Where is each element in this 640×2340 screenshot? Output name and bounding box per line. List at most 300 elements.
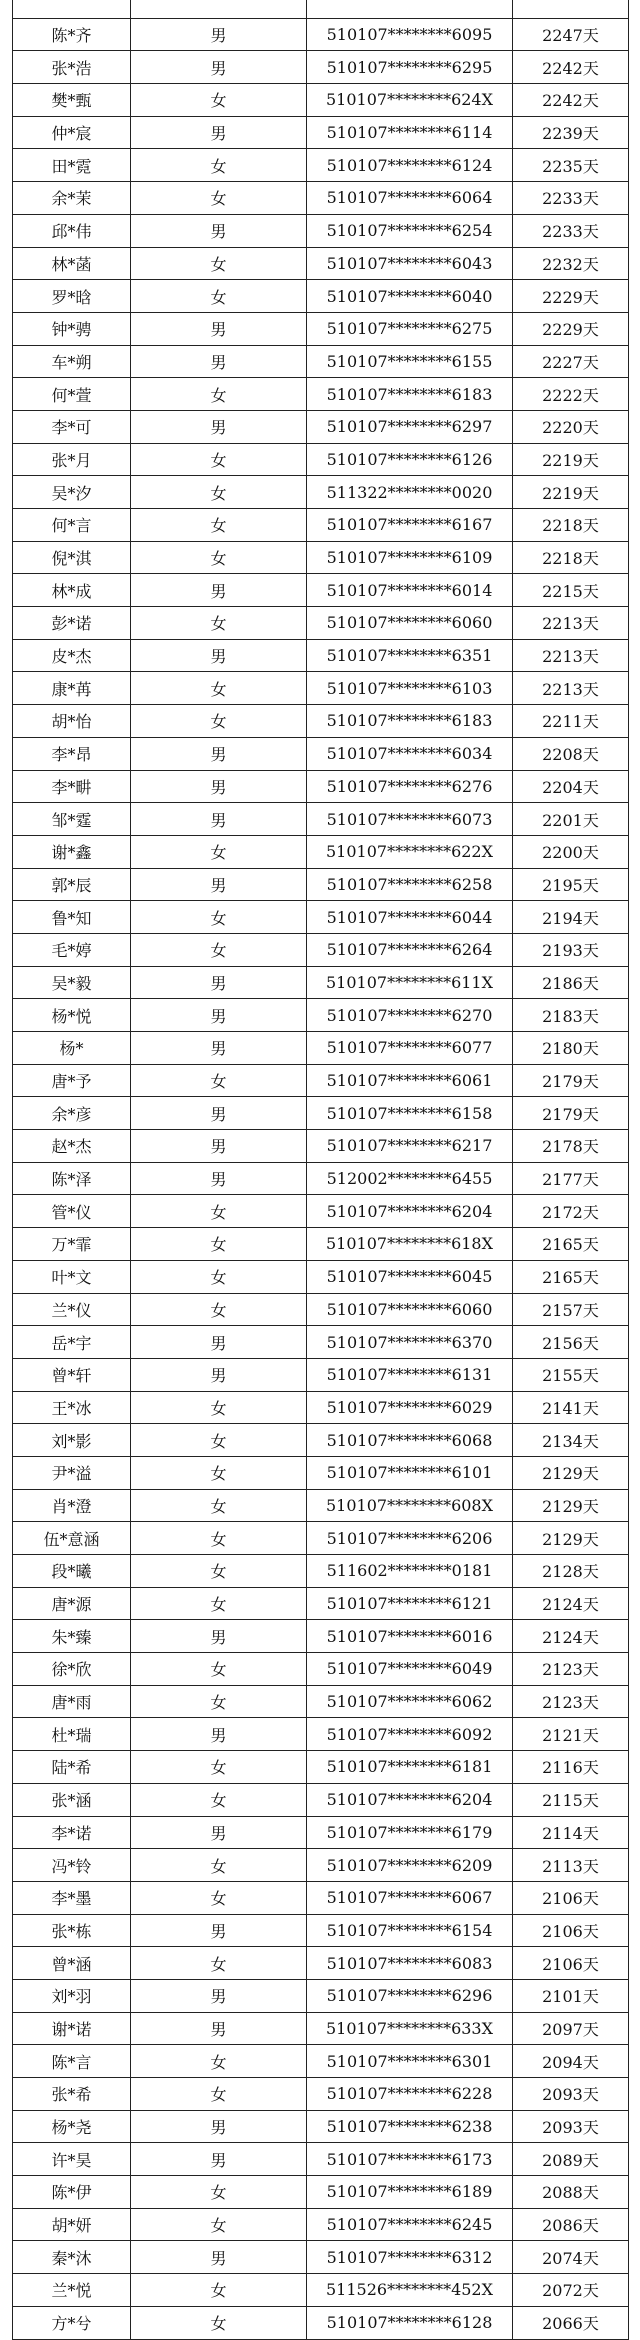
table-row xyxy=(13,2306,629,2339)
id-number-cell: 510107********6073 xyxy=(307,803,513,836)
gender-cell: 男 xyxy=(131,999,307,1032)
table-row xyxy=(13,1228,629,1261)
name-cell: 伍*意涵 xyxy=(13,1522,131,1555)
id-number-cell: 510107********6016 xyxy=(307,1620,513,1653)
gender-cell: 女 xyxy=(131,1293,307,1326)
name-cell: 方*兮 xyxy=(13,2306,131,2339)
table-row xyxy=(13,1456,629,1489)
days-cell: 2193天 xyxy=(513,933,629,966)
gender-cell: 男 xyxy=(131,966,307,999)
name-cell: 徐*欣 xyxy=(13,1653,131,1686)
table-row xyxy=(13,345,629,378)
name-cell: 倪*淇 xyxy=(13,541,131,574)
gender-cell: 女 xyxy=(131,672,307,705)
table-row xyxy=(13,1391,629,1424)
id-number-cell: 510107********618X xyxy=(307,1228,513,1261)
gender-cell: 男 xyxy=(131,2012,307,2045)
name-cell: 余*茉 xyxy=(13,182,131,215)
name-cell: 彭*诺 xyxy=(13,607,131,640)
gender-cell: 女 xyxy=(131,378,307,411)
id-number-cell: 510107********6068 xyxy=(307,1424,513,1457)
days-cell: 2124天 xyxy=(513,1620,629,1653)
id-number-cell: 510107********622X xyxy=(307,835,513,868)
name-cell: 兰*悦 xyxy=(13,2274,131,2307)
days-cell: 2129天 xyxy=(513,1489,629,1522)
gender-cell: 男 xyxy=(131,1358,307,1391)
days-cell xyxy=(513,0,629,18)
days-cell: 2242天 xyxy=(513,51,629,84)
name-cell: 林*成 xyxy=(13,574,131,607)
table-row xyxy=(13,509,629,542)
name-cell: 胡*怡 xyxy=(13,705,131,738)
id-number-cell: 510107********6060 xyxy=(307,1293,513,1326)
table-row xyxy=(13,214,629,247)
gender-cell: 男 xyxy=(131,1130,307,1163)
name-cell: 张*月 xyxy=(13,443,131,476)
gender-cell: 女 xyxy=(131,1522,307,1555)
id-number-cell: 510107********6351 xyxy=(307,639,513,672)
id-number-cell: 510107********6154 xyxy=(307,1914,513,1947)
id-number-cell: 510107********6370 xyxy=(307,1326,513,1359)
name-cell: 陈*齐 xyxy=(13,18,131,51)
table-row xyxy=(13,1555,629,1588)
id-number-cell: 510107********6217 xyxy=(307,1130,513,1163)
name-cell: 鲁*知 xyxy=(13,901,131,934)
name-cell: 邱*伟 xyxy=(13,214,131,247)
table-row xyxy=(13,1326,629,1359)
days-cell: 2213天 xyxy=(513,639,629,672)
gender-cell: 女 xyxy=(131,1849,307,1882)
table-row xyxy=(13,247,629,280)
table-row xyxy=(13,1816,629,1849)
id-number-cell: 510107********6062 xyxy=(307,1685,513,1718)
days-cell: 2088天 xyxy=(513,2176,629,2209)
days-cell: 2229天 xyxy=(513,280,629,313)
name-cell: 康*苒 xyxy=(13,672,131,705)
name-cell: 毛*婷 xyxy=(13,933,131,966)
gender-cell: 女 xyxy=(131,2176,307,2209)
gender-cell: 男 xyxy=(131,2143,307,2176)
id-number-cell: 510107********6238 xyxy=(307,2110,513,2143)
days-cell: 2074天 xyxy=(513,2241,629,2274)
days-cell: 2195天 xyxy=(513,868,629,901)
gender-cell: 男 xyxy=(131,1162,307,1195)
table-row xyxy=(13,999,629,1032)
table-row xyxy=(13,1914,629,1947)
gender-cell: 女 xyxy=(131,1489,307,1522)
table-row xyxy=(13,1718,629,1751)
days-cell: 2179天 xyxy=(513,1097,629,1130)
days-cell: 2097天 xyxy=(513,2012,629,2045)
gender-cell: 男 xyxy=(131,18,307,51)
days-cell: 2204天 xyxy=(513,770,629,803)
name-cell: 杜*瑞 xyxy=(13,1718,131,1751)
table-row xyxy=(13,410,629,443)
id-number-cell: 510107********624X xyxy=(307,84,513,117)
name-cell: 樊*甄 xyxy=(13,84,131,117)
days-cell: 2101天 xyxy=(513,1979,629,2012)
days-cell: 2066天 xyxy=(513,2306,629,2339)
id-number-cell: 510107********6060 xyxy=(307,607,513,640)
table-row xyxy=(13,312,629,345)
name-cell: 唐*源 xyxy=(13,1587,131,1620)
gender-cell: 男 xyxy=(131,1816,307,1849)
days-cell: 2220天 xyxy=(513,410,629,443)
gender-cell: 男 xyxy=(131,1326,307,1359)
name-cell: 曾*涵 xyxy=(13,1947,131,1980)
name-cell: 许*昊 xyxy=(13,2143,131,2176)
id-number-cell: 510107********6049 xyxy=(307,1653,513,1686)
name-cell: 李*诺 xyxy=(13,1816,131,1849)
id-number-cell: 510107********6061 xyxy=(307,1064,513,1097)
id-number-cell: 510107********6179 xyxy=(307,1816,513,1849)
days-cell: 2124天 xyxy=(513,1587,629,1620)
id-number-cell: 510107********6083 xyxy=(307,1947,513,1980)
id-number-cell: 511602********0181 xyxy=(307,1555,513,1588)
gender-cell: 女 xyxy=(131,476,307,509)
id-number-cell: 510107********6095 xyxy=(307,18,513,51)
gender-cell: 男 xyxy=(131,1097,307,1130)
name-cell: 李*昂 xyxy=(13,737,131,770)
days-cell: 2218天 xyxy=(513,509,629,542)
gender-cell: 女 xyxy=(131,1456,307,1489)
days-cell: 2180天 xyxy=(513,1032,629,1065)
id-number-cell: 510107********6276 xyxy=(307,770,513,803)
name-cell: 杨*尧 xyxy=(13,2110,131,2143)
table-row xyxy=(13,933,629,966)
table-row xyxy=(13,1653,629,1686)
days-cell: 2194天 xyxy=(513,901,629,934)
id-number-cell: 510107********6189 xyxy=(307,2176,513,2209)
table-row xyxy=(13,966,629,999)
days-cell: 2157天 xyxy=(513,1293,629,1326)
gender-cell: 男 xyxy=(131,868,307,901)
days-cell: 2141天 xyxy=(513,1391,629,1424)
days-cell: 2233天 xyxy=(513,182,629,215)
id-number-cell: 510107********6067 xyxy=(307,1881,513,1914)
name-cell: 张*浩 xyxy=(13,51,131,84)
table-row xyxy=(13,705,629,738)
gender-cell: 女 xyxy=(131,607,307,640)
table-row xyxy=(13,2078,629,2111)
id-number-cell: 510107********633X xyxy=(307,2012,513,2045)
name-cell: 肖*澄 xyxy=(13,1489,131,1522)
gender-cell: 女 xyxy=(131,933,307,966)
id-number-cell: 510107********6158 xyxy=(307,1097,513,1130)
name-cell: 秦*沐 xyxy=(13,2241,131,2274)
id-number-cell: 510107********6029 xyxy=(307,1391,513,1424)
days-cell: 2247天 xyxy=(513,18,629,51)
id-number-cell: 510107********6183 xyxy=(307,378,513,411)
gender-cell: 女 xyxy=(131,1260,307,1293)
gender-cell: 女 xyxy=(131,2045,307,2078)
gender-cell: 女 xyxy=(131,901,307,934)
id-number-cell: 510107********6040 xyxy=(307,280,513,313)
gender-cell: 女 xyxy=(131,2208,307,2241)
name-cell: 皮*杰 xyxy=(13,639,131,672)
id-number-cell: 510107********6270 xyxy=(307,999,513,1032)
days-cell: 2106天 xyxy=(513,1881,629,1914)
id-number-cell: 510107********6064 xyxy=(307,182,513,215)
days-cell: 2123天 xyxy=(513,1685,629,1718)
days-cell: 2134天 xyxy=(513,1424,629,1457)
days-cell: 2218天 xyxy=(513,541,629,574)
gender-cell: 男 xyxy=(131,1718,307,1751)
id-number-cell: 510107********6092 xyxy=(307,1718,513,1751)
id-number-cell: 510107********6045 xyxy=(307,1260,513,1293)
days-cell: 2235天 xyxy=(513,149,629,182)
id-number-cell xyxy=(307,0,513,18)
name-cell: 王*冰 xyxy=(13,1391,131,1424)
name-cell: 车*朔 xyxy=(13,345,131,378)
name-cell: 杨*悦 xyxy=(13,999,131,1032)
days-cell: 2128天 xyxy=(513,1555,629,1588)
days-cell: 2186天 xyxy=(513,966,629,999)
table-row xyxy=(13,2012,629,2045)
table-row xyxy=(13,1260,629,1293)
name-cell: 陆*希 xyxy=(13,1751,131,1784)
table-row xyxy=(13,901,629,934)
days-cell: 2215天 xyxy=(513,574,629,607)
id-number-cell: 510107********6044 xyxy=(307,901,513,934)
table-row xyxy=(13,803,629,836)
id-number-cell: 510107********6264 xyxy=(307,933,513,966)
gender-cell: 女 xyxy=(131,1751,307,1784)
days-cell: 2213天 xyxy=(513,607,629,640)
gender-cell: 男 xyxy=(131,803,307,836)
days-cell: 2178天 xyxy=(513,1130,629,1163)
name-cell: 张*栋 xyxy=(13,1914,131,1947)
days-cell: 2129天 xyxy=(513,1522,629,1555)
name-cell: 唐*雨 xyxy=(13,1685,131,1718)
id-number-cell: 510107********6109 xyxy=(307,541,513,574)
gender-cell: 男 xyxy=(131,345,307,378)
table-row xyxy=(13,2045,629,2078)
table-row xyxy=(13,2241,629,2274)
id-number-cell: 510107********6155 xyxy=(307,345,513,378)
name-cell: 郭*辰 xyxy=(13,868,131,901)
name-cell: 谢*鑫 xyxy=(13,835,131,868)
gender-cell: 女 xyxy=(131,2078,307,2111)
name-cell: 邹*霆 xyxy=(13,803,131,836)
days-cell: 2155天 xyxy=(513,1358,629,1391)
id-number-cell: 510107********6183 xyxy=(307,705,513,738)
table-row xyxy=(13,182,629,215)
days-cell: 2229天 xyxy=(513,312,629,345)
gender-cell: 女 xyxy=(131,509,307,542)
table-row xyxy=(13,84,629,117)
gender-cell: 男 xyxy=(131,312,307,345)
table-row xyxy=(13,639,629,672)
gender-cell: 男 xyxy=(131,2110,307,2143)
name-cell: 李*畊 xyxy=(13,770,131,803)
gender-cell: 女 xyxy=(131,1555,307,1588)
name-cell: 段*曦 xyxy=(13,1555,131,1588)
name-cell: 岳*宇 xyxy=(13,1326,131,1359)
gender-cell: 女 xyxy=(131,1391,307,1424)
days-cell: 2208天 xyxy=(513,737,629,770)
name-cell: 钟*骋 xyxy=(13,312,131,345)
table-row xyxy=(13,2110,629,2143)
gender-cell: 女 xyxy=(131,1228,307,1261)
gender-cell: 女 xyxy=(131,2274,307,2307)
table-row xyxy=(13,1195,629,1228)
id-number-cell: 510107********6296 xyxy=(307,1979,513,2012)
gender-cell: 男 xyxy=(131,737,307,770)
gender-cell: 女 xyxy=(131,84,307,117)
table-row xyxy=(13,476,629,509)
name-cell: 朱*臻 xyxy=(13,1620,131,1653)
id-number-cell: 510107********611X xyxy=(307,966,513,999)
name-cell: 陈*泽 xyxy=(13,1162,131,1195)
gender-cell: 男 xyxy=(131,116,307,149)
id-number-cell: 510107********6245 xyxy=(307,2208,513,2241)
days-cell: 2116天 xyxy=(513,1751,629,1784)
days-cell: 2183天 xyxy=(513,999,629,1032)
id-number-cell: 511526********452X xyxy=(307,2274,513,2307)
name-cell: 何*言 xyxy=(13,509,131,542)
id-number-cell: 510107********6312 xyxy=(307,2241,513,2274)
gender-cell: 男 xyxy=(131,1620,307,1653)
table-row xyxy=(13,51,629,84)
gender-cell: 女 xyxy=(131,1195,307,1228)
days-cell: 2156天 xyxy=(513,1326,629,1359)
table-row xyxy=(13,1064,629,1097)
table-row xyxy=(13,2274,629,2307)
id-number-cell: 510107********6101 xyxy=(307,1456,513,1489)
gender-cell: 男 xyxy=(131,214,307,247)
days-cell: 2089天 xyxy=(513,2143,629,2176)
id-number-cell: 510107********6295 xyxy=(307,51,513,84)
name-cell: 林*菡 xyxy=(13,247,131,280)
table-row xyxy=(13,1881,629,1914)
roster-table xyxy=(12,0,629,2340)
gender-cell: 女 xyxy=(131,149,307,182)
gender-cell: 男 xyxy=(131,574,307,607)
id-number-cell: 510107********6014 xyxy=(307,574,513,607)
id-number-cell: 510107********6204 xyxy=(307,1195,513,1228)
name-cell: 胡*妍 xyxy=(13,2208,131,2241)
gender-cell: 男 xyxy=(131,770,307,803)
name-cell: 田*霓 xyxy=(13,149,131,182)
name-cell: 陈*伊 xyxy=(13,2176,131,2209)
days-cell: 2123天 xyxy=(513,1653,629,1686)
name-cell: 张*希 xyxy=(13,2078,131,2111)
name-cell: 叶*文 xyxy=(13,1260,131,1293)
id-number-cell: 510107********6301 xyxy=(307,2045,513,2078)
table-row xyxy=(13,1489,629,1522)
table-row xyxy=(13,2208,629,2241)
table-row xyxy=(13,443,629,476)
table-row xyxy=(13,607,629,640)
days-cell: 2093天 xyxy=(513,2078,629,2111)
id-number-cell: 510107********6173 xyxy=(307,2143,513,2176)
days-cell: 2201天 xyxy=(513,803,629,836)
table-row xyxy=(13,1783,629,1816)
table-row xyxy=(13,1097,629,1130)
days-cell: 2200天 xyxy=(513,835,629,868)
name-cell: 吴*汐 xyxy=(13,476,131,509)
gender-cell: 女 xyxy=(131,247,307,280)
id-number-cell: 510107********6121 xyxy=(307,1587,513,1620)
id-number-cell: 510107********608X xyxy=(307,1489,513,1522)
table-row xyxy=(13,1162,629,1195)
gender-cell: 女 xyxy=(131,182,307,215)
days-cell: 2219天 xyxy=(513,476,629,509)
table-row xyxy=(13,1979,629,2012)
id-number-cell: 510107********6204 xyxy=(307,1783,513,1816)
days-cell: 2219天 xyxy=(513,443,629,476)
name-cell xyxy=(13,0,131,18)
table-row xyxy=(13,378,629,411)
days-cell: 2106天 xyxy=(513,1947,629,1980)
gender-cell: 男 xyxy=(131,51,307,84)
name-cell: 李*可 xyxy=(13,410,131,443)
id-number-cell: 510107********6254 xyxy=(307,214,513,247)
table-row xyxy=(13,2176,629,2209)
gender-cell: 男 xyxy=(131,639,307,672)
name-cell: 冯*铃 xyxy=(13,1849,131,1882)
table-row xyxy=(13,541,629,574)
gender-cell: 女 xyxy=(131,280,307,313)
gender-cell: 男 xyxy=(131,2241,307,2274)
days-cell: 2172天 xyxy=(513,1195,629,1228)
table-row xyxy=(13,1620,629,1653)
days-cell: 2177天 xyxy=(513,1162,629,1195)
gender-cell: 男 xyxy=(131,410,307,443)
days-cell: 2113天 xyxy=(513,1849,629,1882)
table-row xyxy=(13,1424,629,1457)
gender-cell: 女 xyxy=(131,705,307,738)
id-number-cell: 510107********6077 xyxy=(307,1032,513,1065)
gender-cell: 女 xyxy=(131,1881,307,1914)
id-number-cell: 510107********6131 xyxy=(307,1358,513,1391)
days-cell: 2115天 xyxy=(513,1783,629,1816)
id-number-cell: 510107********6258 xyxy=(307,868,513,901)
days-cell: 2242天 xyxy=(513,84,629,117)
gender-cell: 女 xyxy=(131,1587,307,1620)
gender-cell: 女 xyxy=(131,1685,307,1718)
id-number-cell: 510107********6043 xyxy=(307,247,513,280)
table-row xyxy=(13,737,629,770)
table-row xyxy=(13,1358,629,1391)
gender-cell: 女 xyxy=(131,1653,307,1686)
days-cell: 2233天 xyxy=(513,214,629,247)
name-cell: 仲*宸 xyxy=(13,116,131,149)
gender-cell: 女 xyxy=(131,835,307,868)
id-number-cell: 510107********6228 xyxy=(307,2078,513,2111)
table-row xyxy=(13,835,629,868)
table-row xyxy=(13,1685,629,1718)
name-cell: 唐*予 xyxy=(13,1064,131,1097)
id-number-cell: 511322********0020 xyxy=(307,476,513,509)
table-row xyxy=(13,0,629,18)
gender-cell: 女 xyxy=(131,443,307,476)
days-cell: 2179天 xyxy=(513,1064,629,1097)
days-cell: 2114天 xyxy=(513,1816,629,1849)
name-cell: 管*仪 xyxy=(13,1195,131,1228)
id-number-cell: 510107********6126 xyxy=(307,443,513,476)
days-cell: 2165天 xyxy=(513,1228,629,1261)
table-row xyxy=(13,116,629,149)
gender-cell: 女 xyxy=(131,1947,307,1980)
table-row xyxy=(13,1130,629,1163)
days-cell: 2086天 xyxy=(513,2208,629,2241)
table-row xyxy=(13,672,629,705)
name-cell: 罗*晗 xyxy=(13,280,131,313)
gender-cell: 女 xyxy=(131,2306,307,2339)
name-cell: 曾*轩 xyxy=(13,1358,131,1391)
